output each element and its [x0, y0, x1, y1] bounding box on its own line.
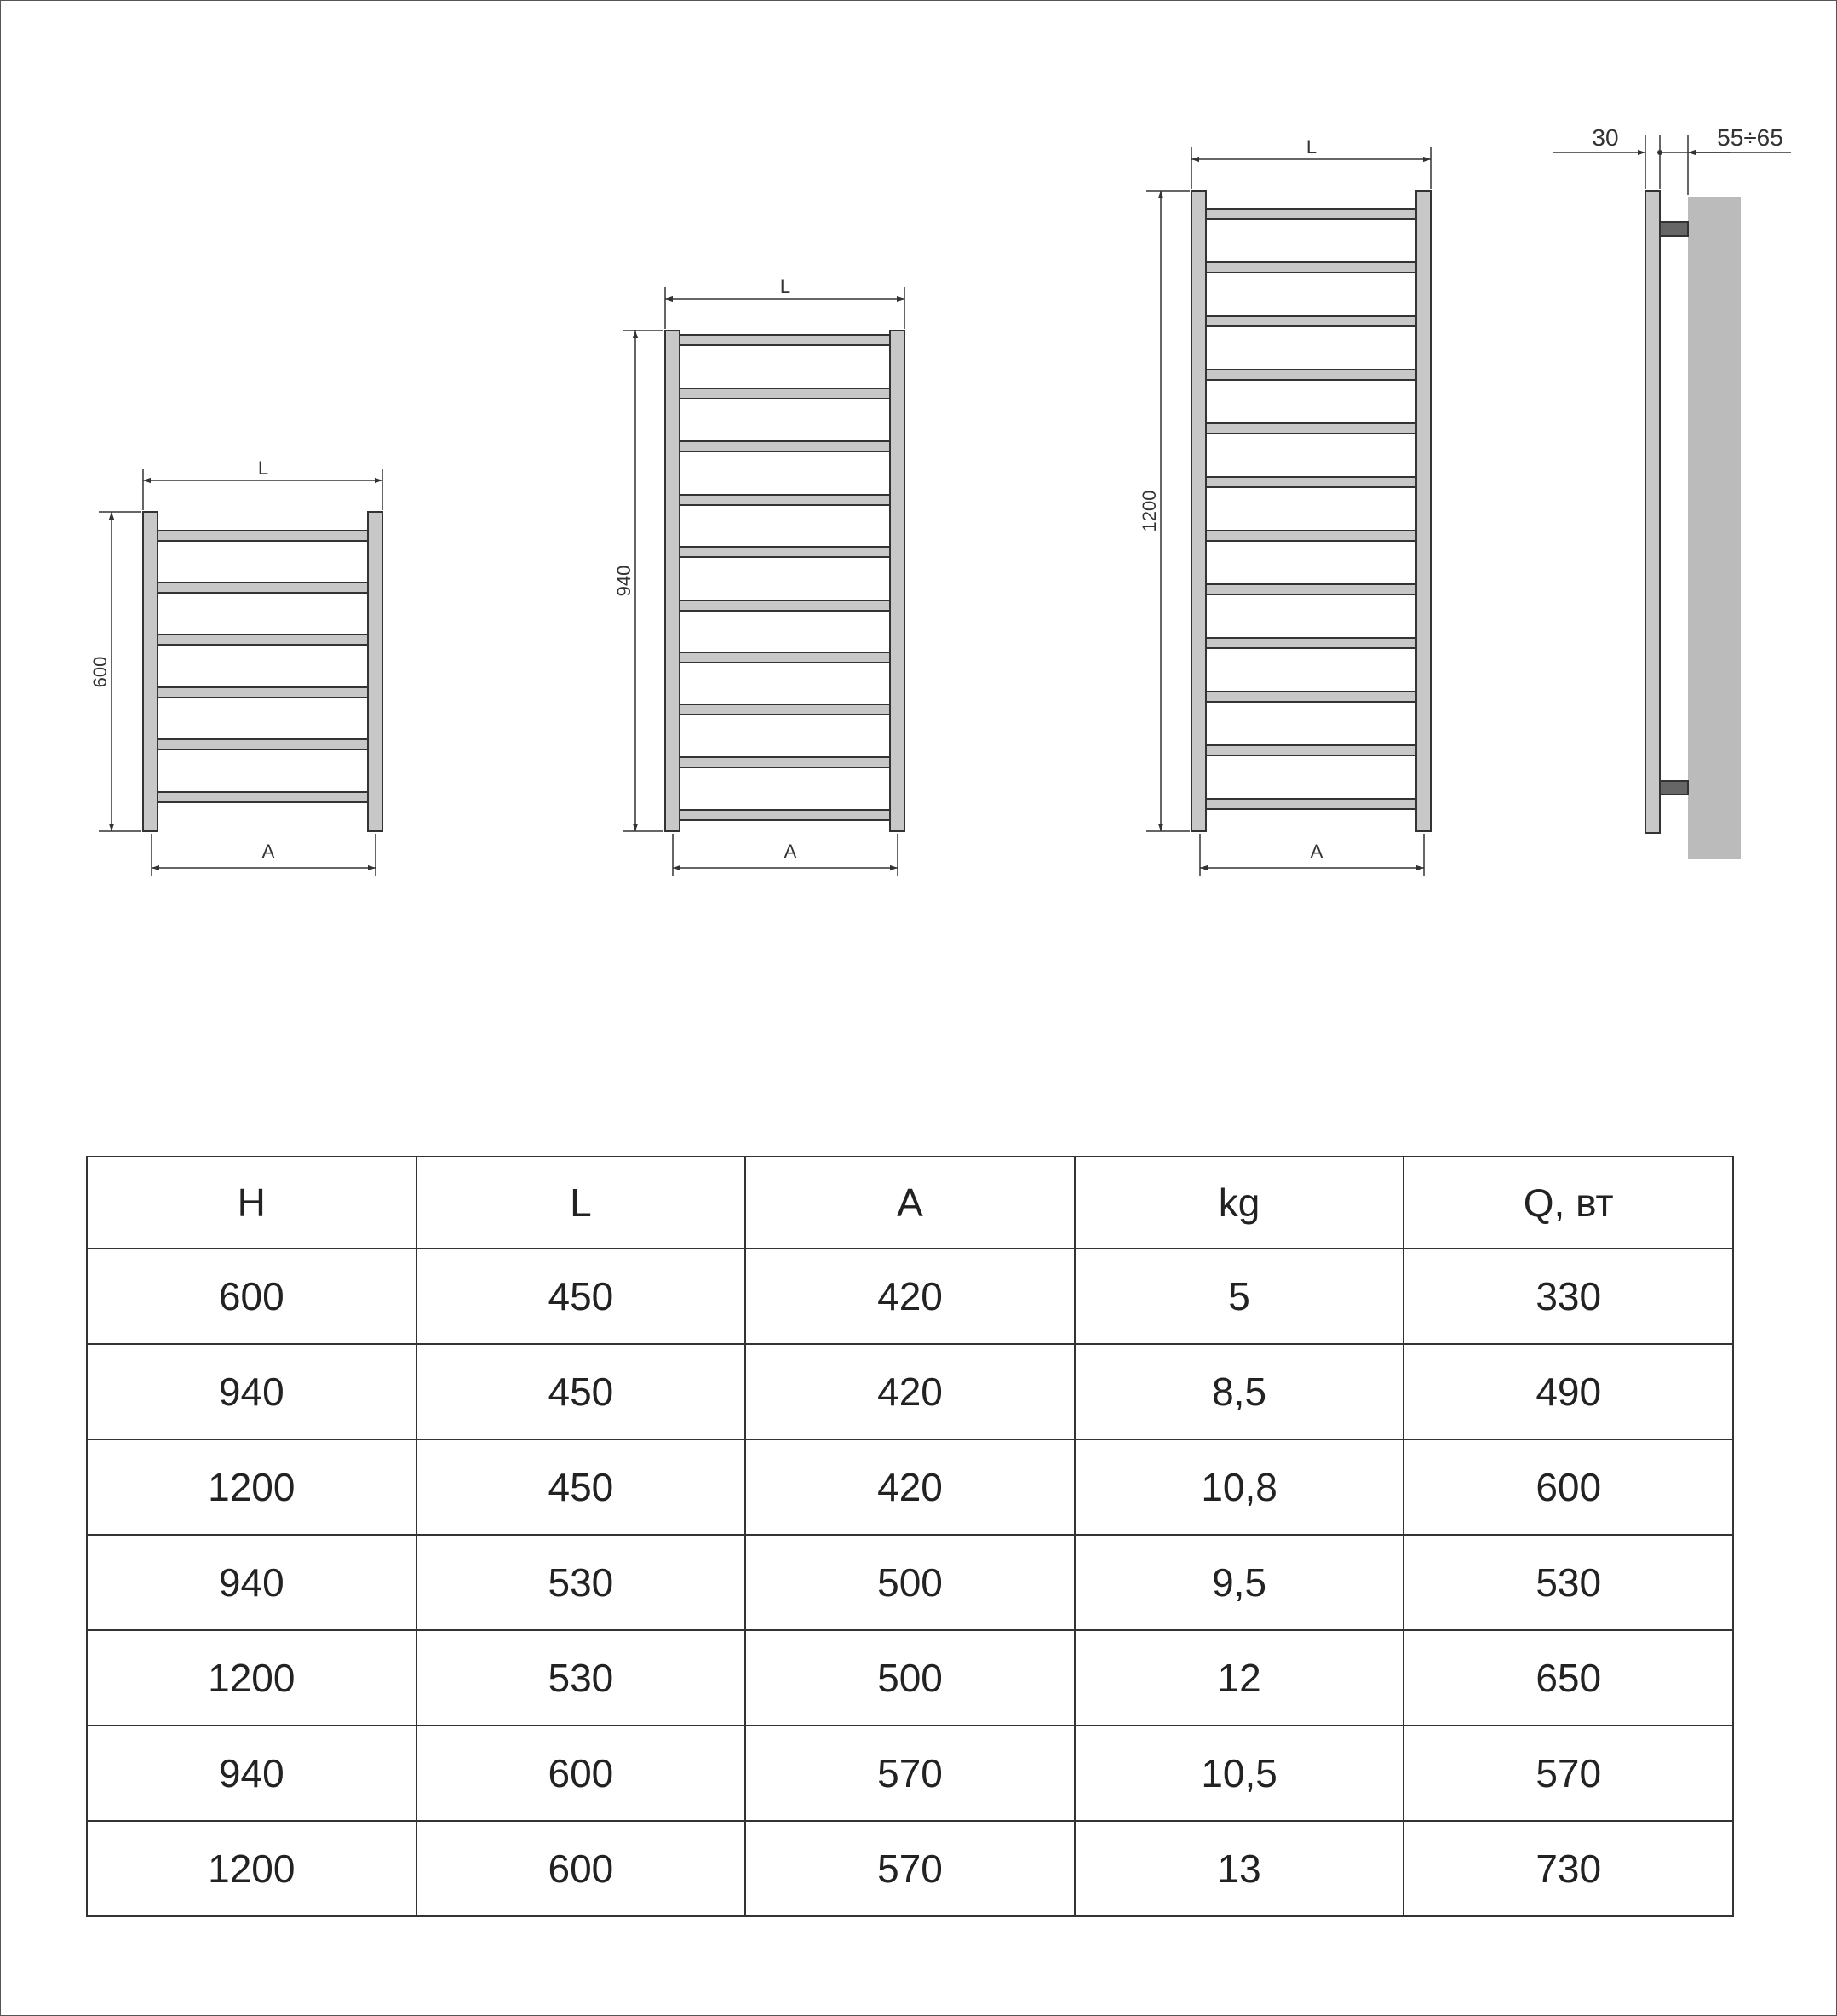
table-cell: 450 [416, 1344, 746, 1439]
crossbar [158, 792, 368, 802]
table-row [87, 1344, 1733, 1439]
towel-rail-940 [613, 276, 904, 876]
towel-rail-1200 [1139, 136, 1431, 876]
right-post [1416, 191, 1431, 831]
left-post [665, 330, 680, 831]
table-cell: 5 [1075, 1249, 1404, 1344]
offset-label: 55÷65 [1717, 124, 1783, 151]
crossbar [1206, 316, 1416, 326]
column-header: kg [1075, 1157, 1404, 1249]
table-cell: 570 [745, 1821, 1075, 1916]
table-cell: 490 [1404, 1344, 1733, 1439]
column-header: H [87, 1157, 416, 1249]
towel-rail-600 [89, 457, 382, 876]
depth-label: 30 [1592, 124, 1619, 151]
left-post [143, 512, 158, 831]
crossbar [680, 600, 890, 611]
table-cell: 10,5 [1075, 1726, 1404, 1821]
table-cell: 650 [1404, 1630, 1733, 1726]
table-row [87, 1726, 1733, 1821]
spec-table [86, 1156, 1734, 1917]
crossbar [680, 652, 890, 663]
table-cell: 1200 [87, 1439, 416, 1535]
crossbar [1206, 262, 1416, 273]
left-post [1191, 191, 1206, 831]
table-cell: 330 [1404, 1249, 1733, 1344]
table-cell: 1200 [87, 1630, 416, 1726]
technical-drawing [1, 1, 1836, 1065]
table-cell: 500 [745, 1535, 1075, 1630]
crossbar [158, 635, 368, 645]
crossbar [680, 495, 890, 505]
crossbar [1206, 423, 1416, 434]
wall [1688, 197, 1741, 859]
mount-label: A [261, 841, 275, 862]
mount-label: A [1310, 841, 1323, 862]
table-cell: 13 [1075, 1821, 1404, 1916]
crossbar [1206, 209, 1416, 219]
table-cell: 500 [745, 1630, 1075, 1726]
header-row [87, 1157, 1733, 1249]
width-label: L [779, 276, 791, 297]
crossbar [680, 547, 890, 557]
table-cell: 9,5 [1075, 1535, 1404, 1630]
crossbar [158, 687, 368, 698]
crossbar [680, 704, 890, 715]
side-post [1645, 191, 1660, 833]
table-cell: 570 [745, 1726, 1075, 1821]
bracket-top [1660, 222, 1688, 236]
table-cell: 12 [1075, 1630, 1404, 1726]
dimension-dot [1657, 150, 1662, 155]
table-cell: 600 [1404, 1439, 1733, 1535]
crossbar [158, 531, 368, 541]
table-cell: 940 [87, 1535, 416, 1630]
table-cell: 570 [1404, 1726, 1733, 1821]
table-row [87, 1630, 1733, 1726]
crossbar [1206, 477, 1416, 487]
crossbar [680, 441, 890, 451]
width-label: L [257, 457, 269, 479]
table-cell: 8,5 [1075, 1344, 1404, 1439]
crossbar [680, 757, 890, 767]
table-cell: 420 [745, 1249, 1075, 1344]
bracket-bottom [1660, 781, 1688, 795]
table-row [87, 1249, 1733, 1344]
crossbar [1206, 531, 1416, 541]
column-header: Q, вт [1404, 1157, 1733, 1249]
table-cell: 450 [416, 1439, 746, 1535]
crossbar [158, 583, 368, 593]
column-header: L [416, 1157, 746, 1249]
height-label: 940 [613, 565, 634, 597]
table-cell: 940 [87, 1344, 416, 1439]
crossbar [158, 739, 368, 750]
table-row [87, 1439, 1733, 1535]
spec-table-body [87, 1249, 1733, 1916]
right-post [890, 330, 904, 831]
crossbar [1206, 692, 1416, 702]
crossbar [1206, 799, 1416, 809]
height-label: 1200 [1139, 490, 1160, 532]
side-view [1553, 124, 1791, 859]
rails-group [1206, 209, 1416, 809]
table-cell: 450 [416, 1249, 746, 1344]
spec-table-header [87, 1157, 1733, 1249]
rails-group [680, 335, 890, 820]
rails-group [158, 531, 368, 802]
table-cell: 730 [1404, 1821, 1733, 1916]
crossbar [1206, 370, 1416, 380]
right-post [368, 512, 382, 831]
table-cell: 600 [87, 1249, 416, 1344]
table-cell: 10,8 [1075, 1439, 1404, 1535]
table-cell: 420 [745, 1439, 1075, 1535]
table-cell: 530 [416, 1535, 746, 1630]
width-label: L [1306, 136, 1317, 158]
crossbar [680, 810, 890, 820]
crossbar [1206, 584, 1416, 594]
table-cell: 940 [87, 1726, 416, 1821]
height-label: 600 [89, 656, 111, 688]
table-cell: 600 [416, 1726, 746, 1821]
table-cell: 1200 [87, 1821, 416, 1916]
crossbar [680, 388, 890, 399]
table-cell: 530 [416, 1630, 746, 1726]
table-row [87, 1821, 1733, 1916]
table-cell: 420 [745, 1344, 1075, 1439]
table-cell: 600 [416, 1821, 746, 1916]
crossbar [680, 335, 890, 345]
table-row [87, 1535, 1733, 1630]
crossbar [1206, 745, 1416, 755]
table-cell: 530 [1404, 1535, 1733, 1630]
crossbar [1206, 638, 1416, 648]
column-header: A [745, 1157, 1075, 1249]
mount-label: A [784, 841, 797, 862]
